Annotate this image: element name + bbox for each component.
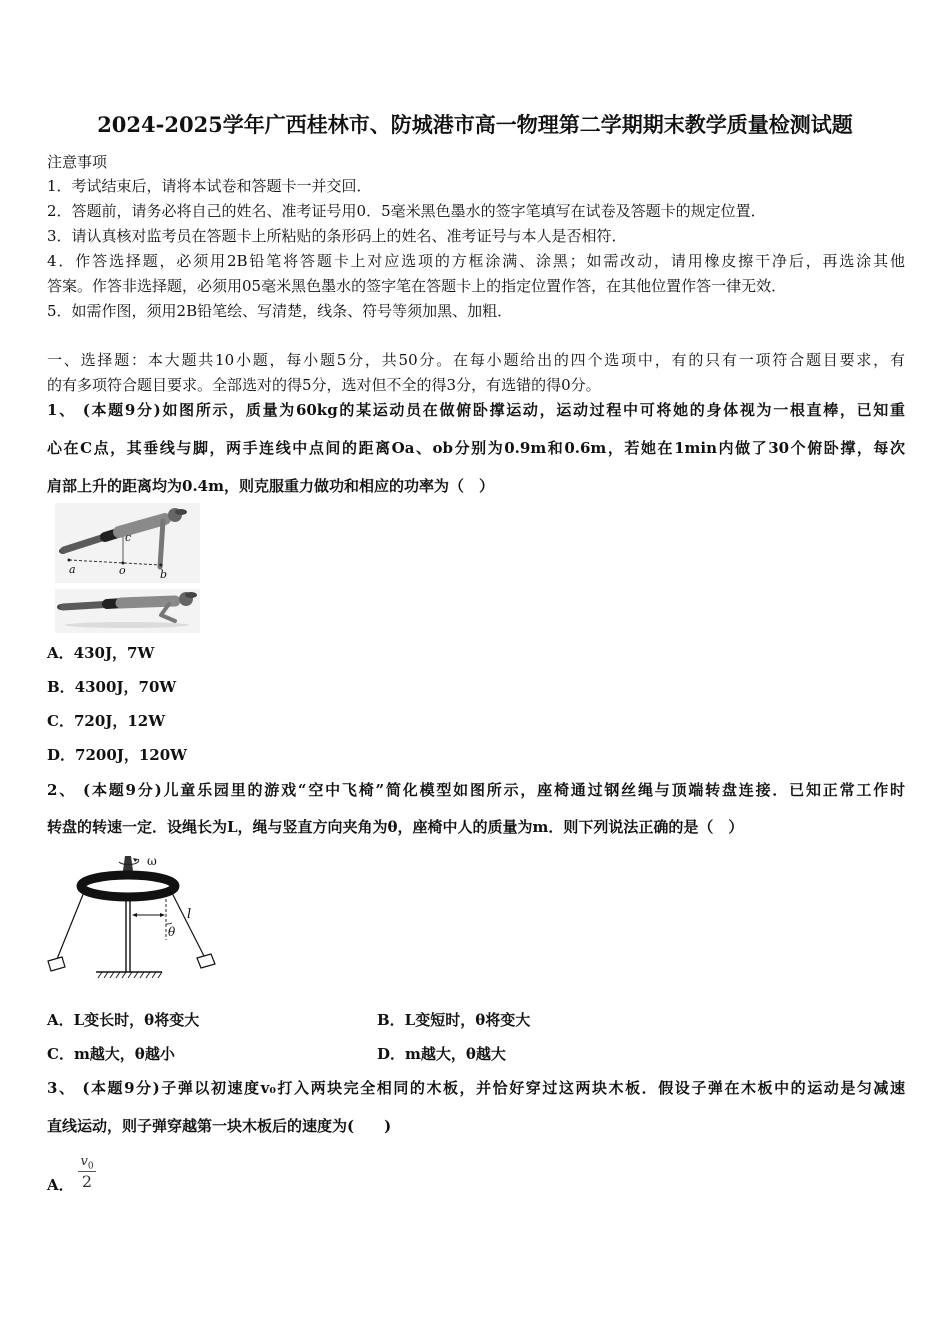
question-3-line-2: 直线运动，则子弹穿越第一块木板后的速度为( ) xyxy=(47,1117,392,1135)
radius-arrowhead-left xyxy=(132,913,137,917)
notice-item-4-line-2: 答案。作答非选择题，必须用05毫米黑色墨水的签字笔在答题卡上的指定位置作答，在其他位置作答一律无效． xyxy=(47,277,787,295)
hatch xyxy=(116,972,120,978)
label-omega: ω xyxy=(147,854,157,868)
turntable-disk xyxy=(81,875,175,897)
hatch xyxy=(98,972,102,978)
hatch xyxy=(140,972,144,978)
point-a xyxy=(68,559,71,562)
notice-item-5: 5．如需作图，须用2B铅笔绘、写清楚，线条、符号等须加黑、加粗． xyxy=(47,302,513,320)
question-1-line-3: 肩部上升的距离均为0.4m，则克服重力做功和相应的功率为（ ） xyxy=(47,477,494,495)
fraction-numerator xyxy=(76,1153,98,1171)
notice-item-3: 3．请认真核对监考员在答题卡上所粘贴的条形码上的姓名、准考证号与本人是否相符． xyxy=(47,227,627,245)
hatch xyxy=(134,972,138,978)
velocity-symbol: v xyxy=(80,1154,88,1169)
fraction-denominator: 2 xyxy=(81,1172,93,1191)
right-rope xyxy=(171,891,204,956)
question-1-option-b: B．4300J，70W xyxy=(47,678,177,696)
question-1-option-a: A．430J，7W xyxy=(47,644,155,662)
right-chair xyxy=(197,954,215,968)
notice-heading: 注意事项 xyxy=(47,153,108,171)
page-title: 2024-2025学年广西桂林市、防城港市高一物理第二学期期末教学质量检测试题 xyxy=(97,112,853,137)
question-1-option-c: C．720J，12W xyxy=(47,712,166,730)
label-theta: θ xyxy=(168,925,176,939)
athlete-hair xyxy=(175,509,187,515)
radius-arrowhead-right xyxy=(160,913,165,917)
question-1-line-1: 1、 (本题9分)如图所示，质量为60kg的某运动员在做俯卧撑运动，运动过程中可将她的身体视为一根直棒，已知重 xyxy=(47,401,905,419)
question-1-option-d: D．7200J，120W xyxy=(47,746,188,764)
section-heading-line-2: 的有多项符合题目要求。全部选对的得5分，选对但不全的得3分，有选错的得0分。 xyxy=(47,376,601,394)
athlete-shadow xyxy=(65,622,189,628)
pushup-figure xyxy=(55,503,200,633)
question-3-line-1: 3、 (本题9分)子弹以初速度v₀打入两块完全相同的木板，并恰好穿过这两块木板．假设子弹在木板中的运动是匀减速 xyxy=(47,1079,905,1097)
question-2-figure xyxy=(44,848,219,987)
label-b: b xyxy=(160,568,168,581)
hatch xyxy=(158,972,162,978)
label-o: o xyxy=(119,564,126,577)
notice-item-1: 1．考试结束后，请将本试卷和答题卡一并交回． xyxy=(47,177,372,195)
hatch xyxy=(152,972,156,978)
hatch xyxy=(110,972,114,978)
athlete-arm xyxy=(160,521,163,567)
athlete-hair-low xyxy=(185,592,197,598)
point-b xyxy=(160,564,163,567)
ground-hatching xyxy=(98,972,162,978)
athlete-torso-low xyxy=(121,601,175,603)
hatch xyxy=(146,972,150,978)
hatch xyxy=(122,972,126,978)
question-3-option-a-label: A． xyxy=(47,1176,74,1194)
question-2-line-1: 2、 (本题9分)儿童乐园里的游戏“空中飞椅”简化模型如图所示，座椅通过钢丝绳与顶端转盘连接．已知正常工作时 xyxy=(47,781,905,799)
notice-item-2: 2．答题前，请务必将自己的姓名、准考证号用0．5毫米黑色墨水的签字笔填写在试卷及答题卡的规定位置． xyxy=(47,202,766,220)
label-a: a xyxy=(69,563,76,576)
hatch xyxy=(104,972,108,978)
rotation-arrowhead xyxy=(133,858,138,862)
question-2-option-d: D．m越大，θ越大 xyxy=(377,1045,506,1063)
velocity-subscript: 0 xyxy=(87,1161,94,1172)
hatch xyxy=(128,972,132,978)
question-3-option-a-fraction xyxy=(76,1153,98,1192)
section-heading-line-1: 一、选择题：本大题共10小题，每小题5分，共50分。在每小题给出的四个选项中，有的只有一项符合题目要求，有 xyxy=(47,351,905,369)
question-1-figure xyxy=(55,503,200,637)
notice-item-4-line-1: 4．作答选择题，必须用2B铅笔将答题卡上对应选项的方框涂满、涂黑；如需改动，请用橡皮擦干净后，再选涂其他 xyxy=(47,252,905,270)
question-2-option-b: B．L变短时，θ将变大 xyxy=(377,1011,531,1029)
question-2-option-a: A．L变长时，θ将变大 xyxy=(47,1011,200,1029)
question-2-line-2: 转盘的转速一定．设绳长为L，绳与竖直方向夹角为θ，座椅中人的质量为m．则下列说法正确的是（ ） xyxy=(47,818,744,836)
label-c: c xyxy=(125,531,132,544)
question-2-option-c: C．m越大，θ越小 xyxy=(47,1045,175,1063)
label-l: l xyxy=(187,907,192,922)
theta-arc xyxy=(166,923,172,924)
left-rope xyxy=(57,892,84,959)
left-chair xyxy=(48,957,65,971)
question-1-line-2: 心在C点，其垂线与脚，两手连线中点间的距离Oa、ob分别为0.9m和0.6m，若她在1min内做了30个俯卧撑，每次 xyxy=(47,439,905,457)
swing-ride-figure xyxy=(44,848,219,983)
